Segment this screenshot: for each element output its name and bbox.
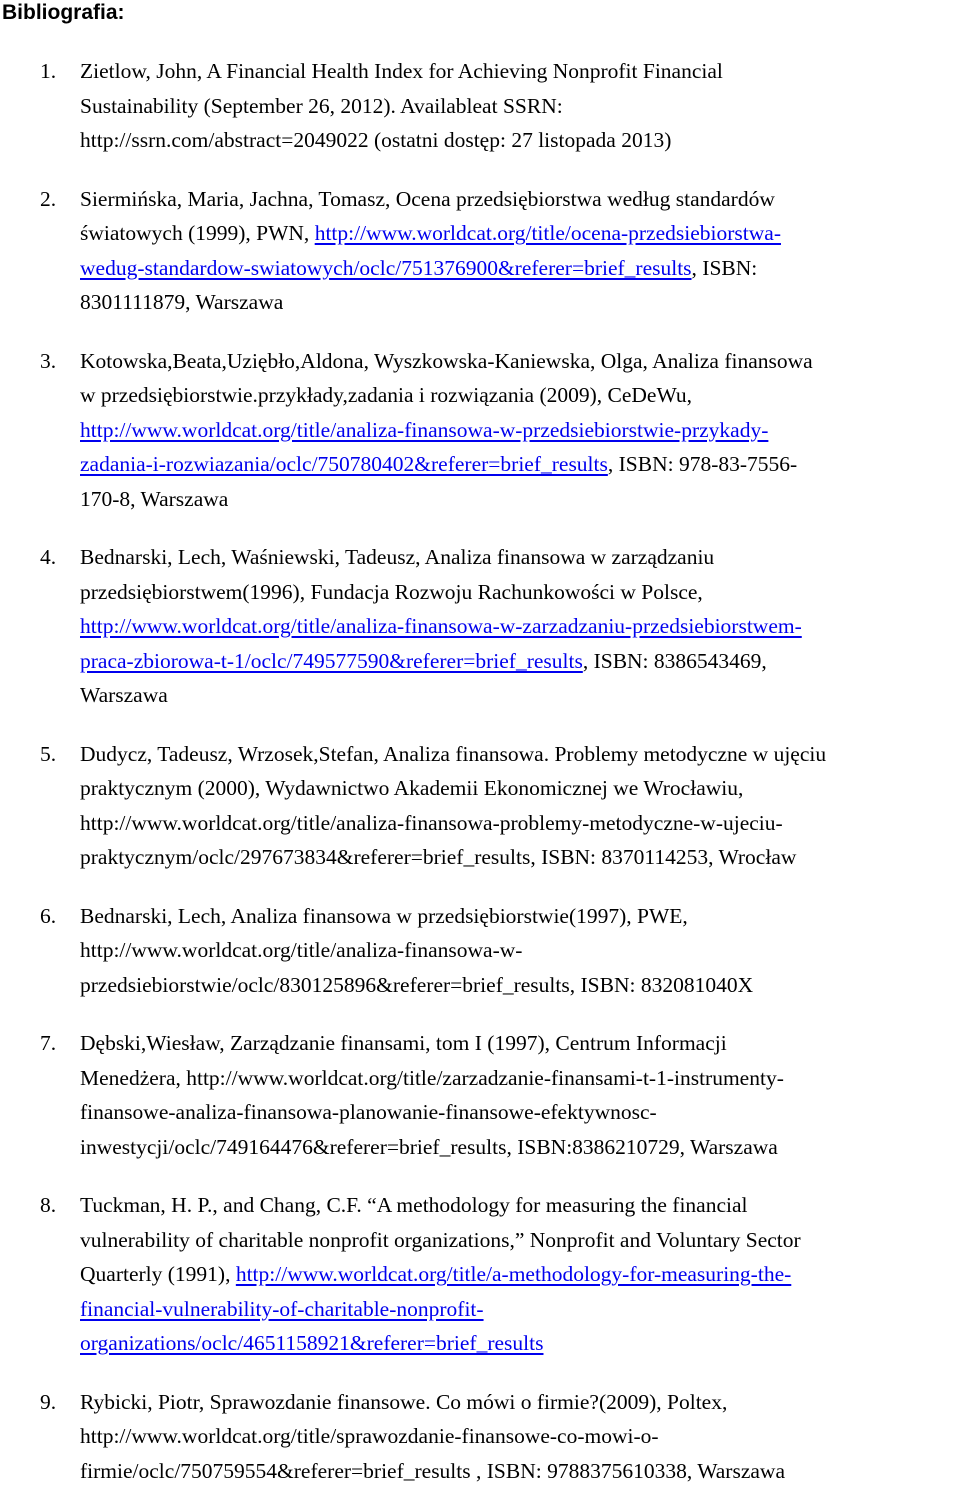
entry-number: 9. [40, 1389, 57, 1414]
entry-text: finansowe-analiza-finansowa-planowanie-finansowe-efektywnosc- [80, 1100, 657, 1124]
bibliography-entry [0, 899, 960, 1003]
entry-url-link[interactable]: wedug-standardow-swiatowych/oclc/751376900&referer=brief_results [80, 255, 692, 280]
entry-line [80, 1223, 958, 1258]
entry-text: Quarterly (1991), [80, 1262, 236, 1286]
entry-line [80, 1130, 958, 1165]
entry-text: Warszawa [80, 683, 168, 707]
bibliography-entry [0, 344, 960, 517]
bibliography-entry [0, 1188, 960, 1361]
entry-url-link[interactable]: zadania-i-rozwiazania/oclc/750780402&referer=brief_results [80, 452, 608, 476]
entry-line [80, 575, 958, 610]
entry-line [80, 482, 958, 517]
entry-url-link[interactable]: http://www.worldcat.org/title/analiza-finansowa-w-zarzadzaniu-przedsiebiorstwem- [80, 614, 802, 638]
entry-number: 6. [40, 903, 57, 928]
entry-line [80, 840, 958, 875]
entry-line [80, 378, 958, 413]
bibliography-entry [0, 1026, 960, 1164]
bibliography-entry [0, 54, 960, 158]
entry-text: przedsiebiorstwie/oclc/830125896&referer=brief_results, ISBN: 832081040X [80, 972, 754, 997]
bibliography-list [0, 54, 960, 1512]
entry-text: Dudycz, Tadeusz, Wrzosek,Stefan, Analiza finansowa. Problemy metodyczne w ujęciu [80, 741, 827, 766]
bibliography-entry [0, 1385, 960, 1489]
entry-text: Tuckman, H. P., and Chang, C.F. “A methodology for measuring the financial [80, 1193, 748, 1217]
entry-text: http://www.worldcat.org/title/analiza-finansowa-w- [80, 938, 523, 962]
entry-line [80, 771, 958, 806]
entry-text: Bednarski, Lech, Waśniewski, Tadeusz, Analiza finansowa w zarządzaniu [80, 545, 715, 569]
entry-line [80, 1095, 958, 1130]
entry-text: światowych (1999), PWN, [80, 221, 315, 245]
entry-text: firmie/oclc/750759554&referer=brief_results , ISBN: 9788375610338, Warszawa [80, 1458, 785, 1483]
entry-url-link[interactable]: http://www.worldcat.org/title/a-methodology-for-measuring-the- [235, 1262, 792, 1286]
bibliography-entry [0, 182, 960, 320]
entry-url-link[interactable]: http://www.worldcat.org/title/analiza-finansowa-w-przedsiebiorstwie-przykady- [80, 417, 769, 442]
entry-line [80, 1385, 958, 1420]
entry-text: praktycznym/oclc/297673834&referer=brief_results, ISBN: 8370114253, Wrocław [80, 845, 797, 869]
entry-line [80, 344, 958, 379]
entry-text: Rybicki, Piotr, Sprawozdanie finansowe. Co mówi o firmie?(2009), Poltex, [80, 1389, 728, 1414]
entry-line [80, 968, 958, 1003]
entry-line [80, 540, 958, 575]
entry-text: Dębski,Wiesław, Zarządzanie finansami, tom I (1997), Centrum Informacji [80, 1031, 727, 1055]
entry-line [80, 933, 958, 968]
entry-text: , ISBN: [691, 255, 758, 280]
entry-line [80, 285, 958, 320]
entry-line [80, 1326, 958, 1361]
entry-text: przedsiębiorstwem(1996), Fundacja Rozwoju Rachunkowości w Polsce, [80, 579, 703, 604]
entry-line [80, 1292, 958, 1327]
bibliography-entry [0, 540, 960, 713]
entry-line [80, 413, 958, 448]
entry-text: Kotowska,Beata,Uziębło,Aldona, Wyszkowska-Kaniewska, Olga, Analiza finansowa [80, 348, 813, 373]
entry-number: 3. [40, 348, 57, 373]
entry-number: 5. [40, 741, 57, 766]
entry-line [80, 899, 958, 934]
entry-text: Bednarski, Lech, Analiza finansowa w przedsiębiorstwie(1997), PWE, [80, 903, 688, 928]
entry-text: inwestycji/oclc/749164476&referer=brief_results, ISBN:8386210729, Warszawa [80, 1134, 778, 1159]
entry-text: 8301111879, Warszawa [80, 290, 284, 314]
entry-line [80, 182, 958, 217]
entry-text: http://www.worldcat.org/title/sprawozdanie-finansowe-co-mowi-o- [80, 1424, 659, 1448]
entry-line [80, 1454, 958, 1489]
entry-line [80, 447, 958, 482]
bibliography-entry [0, 737, 960, 875]
entry-line [80, 737, 958, 772]
entry-line [80, 1026, 958, 1061]
entry-text: Zietlow, John, A Financial Health Index for Achieving Nonprofit Financial [80, 59, 723, 83]
entry-number: 1. [40, 59, 57, 83]
entry-text: http://ssrn.com/abstract=2049022 (ostatni dostęp: 27 listopada 2013) [80, 128, 672, 152]
entry-line [80, 644, 958, 679]
entry-text: , ISBN: 978-83-7556- [607, 452, 798, 476]
entry-url-link[interactable]: praca-zbiorowa-t-1/oclc/749577590&referer=brief_results [80, 648, 583, 673]
entry-text: 170-8, Warszawa [80, 486, 229, 511]
entry-line [80, 1419, 958, 1454]
entry-number: 4. [40, 545, 57, 569]
entry-line [80, 1257, 958, 1292]
entry-line [80, 806, 958, 841]
entry-text: , ISBN: 8386543469, [582, 648, 767, 673]
entry-text: Sustainability (September 26, 2012). Availableat SSRN: [80, 93, 563, 118]
entry-number: 8. [40, 1193, 57, 1217]
entry-number: 7. [40, 1031, 57, 1055]
entry-url-link[interactable]: organizations/oclc/4651158921&referer=brief_results [80, 1331, 544, 1355]
entry-line [80, 54, 958, 89]
entry-url-link[interactable]: http://www.worldcat.org/title/ocena-przedsiebiorstwa- [314, 221, 781, 245]
entry-text: w przedsiębiorstwie.przykłady,zadania i rozwiązania (2009), CeDeWu, [80, 383, 693, 407]
bibliography-heading: Bibliografia: [2, 1, 125, 24]
entry-text: Menedżera, http://www.worldcat.org/title/zarzadzanie-finansami-t-1-instrumenty- [80, 1065, 784, 1090]
entry-text: praktycznym (2000), Wydawnictwo Akademii Ekonomicznej we Wrocławiu, [80, 776, 744, 800]
entry-line [80, 1188, 958, 1223]
entry-line [80, 216, 958, 251]
entry-line [80, 123, 958, 158]
entry-number: 2. [40, 186, 57, 211]
entry-line [80, 251, 958, 286]
entry-text: Siermińska, Maria, Jachna, Tomasz, Ocena przedsiębiorstwa według standardów [80, 186, 775, 211]
entry-line [80, 1061, 958, 1096]
entry-line [80, 89, 958, 124]
entry-line [80, 678, 958, 713]
entry-text: vulnerability of charitable nonprofit organizations,” Nonprofit and Voluntary Sector [80, 1227, 801, 1252]
entry-text: http://www.worldcat.org/title/analiza-finansowa-problemy-metodyczne-w-ujeciu- [80, 810, 783, 835]
entry-line [80, 609, 958, 644]
entry-url-link[interactable]: financial-vulnerability-of-charitable-nonprofit- [80, 1296, 484, 1321]
